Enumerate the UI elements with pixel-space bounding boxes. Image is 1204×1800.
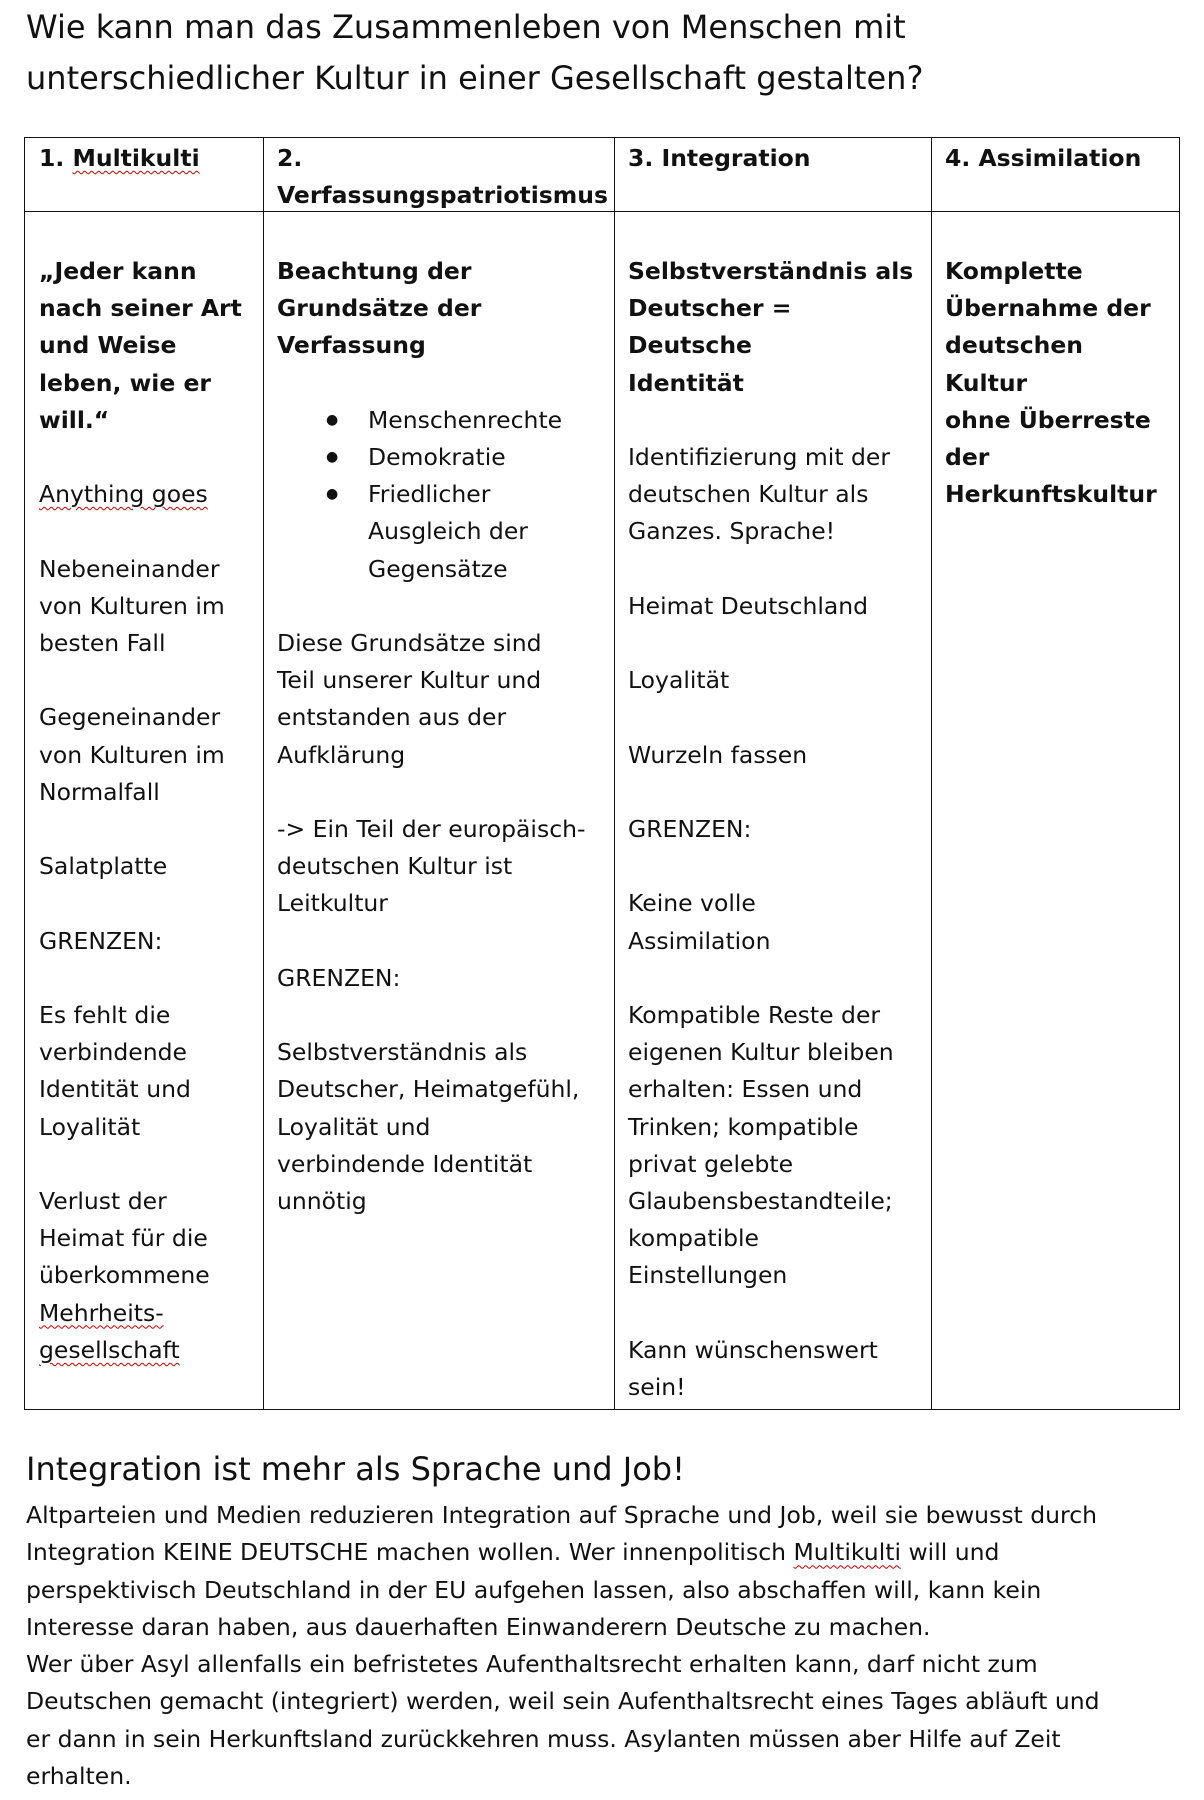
section-body [26, 1497, 1186, 1795]
verfassung-lead: Beachtung der Grundsätze der Verfassung [277, 257, 482, 360]
multikulti-quote: „Jeder kann nach seiner Art und Weise leben, wie er will.“ [39, 257, 242, 434]
multikulti-limits-label: GRENZEN: [39, 926, 163, 955]
integration-lead: Selbstverständnis als Deutscher = Deutsche Identität [628, 257, 914, 397]
title-line-2: unterschiedlicher Kultur in einer Gesellschaft gestalten? [26, 59, 924, 97]
verfassung-note-1: Diese Grundsätze sind Teil unserer Kultur und entstanden aus der Aufklärung [277, 629, 542, 769]
verfassung-bullets [277, 402, 604, 588]
multikulti-limits-2: Verlust der Heimat für die überkommene Mehrheits- gesellschaft [39, 1186, 210, 1364]
page-title [26, 2, 1186, 104]
header-verfassungspatriotismus: 2. Verfassungspatriotismus [277, 144, 608, 210]
integration-p2: Heimat Deutschland [628, 591, 869, 620]
header-multikulti-word: Multikulti [72, 144, 200, 172]
assimilation-lead: Komplette Übernahme der deutschen Kultur ohne Überreste der Herkunftskultur [945, 257, 1157, 509]
section-paragraph-2: Wer über Asyl allenfalls ein befristetes Aufenthaltsrecht erhalten kann, darf nicht zum Deutschen gemacht (integriert) werden, weil sein Aufenthaltsrecht eines Tages abläuft und er dann in sein Herkunftsland zurückkehren muss. Asylanten müssen aber Hilfe auf Zeit erhalten. [26, 1650, 1100, 1791]
cell-integration [614, 253, 931, 1406]
title-line-1: Wie kann man das Zusammenleben von Menschen mit [26, 8, 906, 46]
section-heading: Integration ist mehr als Sprache und Job! [26, 1450, 685, 1488]
verfassung-limits: Selbstverständnis als Deutscher, Heimatgefühl, Loyalität und verbindende Identität unnötig [277, 1038, 580, 1215]
header-integration: 3. Integration [628, 144, 811, 172]
cell-multikulti [25, 253, 263, 1369]
nebeneinander: Nebeneinander von Kulturen im besten Fall [39, 554, 225, 657]
integration-limits-2: Kompatible Reste der eigenen Kultur bleiben erhalten: Essen und Trinken; kompatible privat gelebte Glaubensbestandteile; kompatible Einstellungen [628, 1000, 894, 1290]
integration-p1: Identifizierung mit der deutschen Kultur als Ganzes. Sprache! [628, 443, 891, 546]
gegeneinander: Gegeneinander von Kulturen im Normalfall [39, 703, 225, 806]
multikulti-limits-1: Es fehlt die verbindende Identität und Loyalität [39, 1000, 191, 1141]
integration-limits-label: GRENZEN: [628, 814, 752, 843]
bullet-item: ● Demokratie [277, 439, 604, 476]
bullet-item: ● Menschenrechte [277, 402, 604, 439]
verfassung-note-2: -> Ein Teil der europäisch- deutschen Kultur ist Leitkultur [277, 815, 586, 918]
bullet-item: ● Friedlicher Ausgleich der Gegensätze [277, 476, 604, 588]
salatplatte: Salatplatte [39, 852, 168, 881]
integration-limits-1: Keine volle Assimilation [628, 889, 771, 955]
integration-p3: Loyalität [628, 666, 730, 695]
integration-limits-3: Kann wünschenswert sein! [628, 1335, 878, 1401]
verfassung-limits-label: GRENZEN: [277, 963, 401, 992]
integration-p4: Wurzeln fassen [628, 740, 808, 769]
header-assimilation: 4. Assimilation [945, 144, 1142, 172]
header-multikulti: 1. Multikulti [39, 144, 200, 172]
cell-assimilation [931, 253, 1179, 513]
anything-goes: Anything goes [39, 480, 208, 509]
comparison-table [24, 137, 1180, 1410]
cell-verfassungspatriotismus [263, 253, 614, 1220]
section-paragraph-1: Altparteien und Medien reduzieren Integration auf Sprache und Job, weil sie bewusst durch Integration KEINE DEUTSCHE machen wollen. Wer innenpolitisch Multikulti will und perspektivisch Deutschland in der EU aufgehen lassen, also abschaffen will, kann kein Interesse daran haben, aus dauerhaften Einwanderern Deutsche zu machen. [26, 1501, 1098, 1641]
